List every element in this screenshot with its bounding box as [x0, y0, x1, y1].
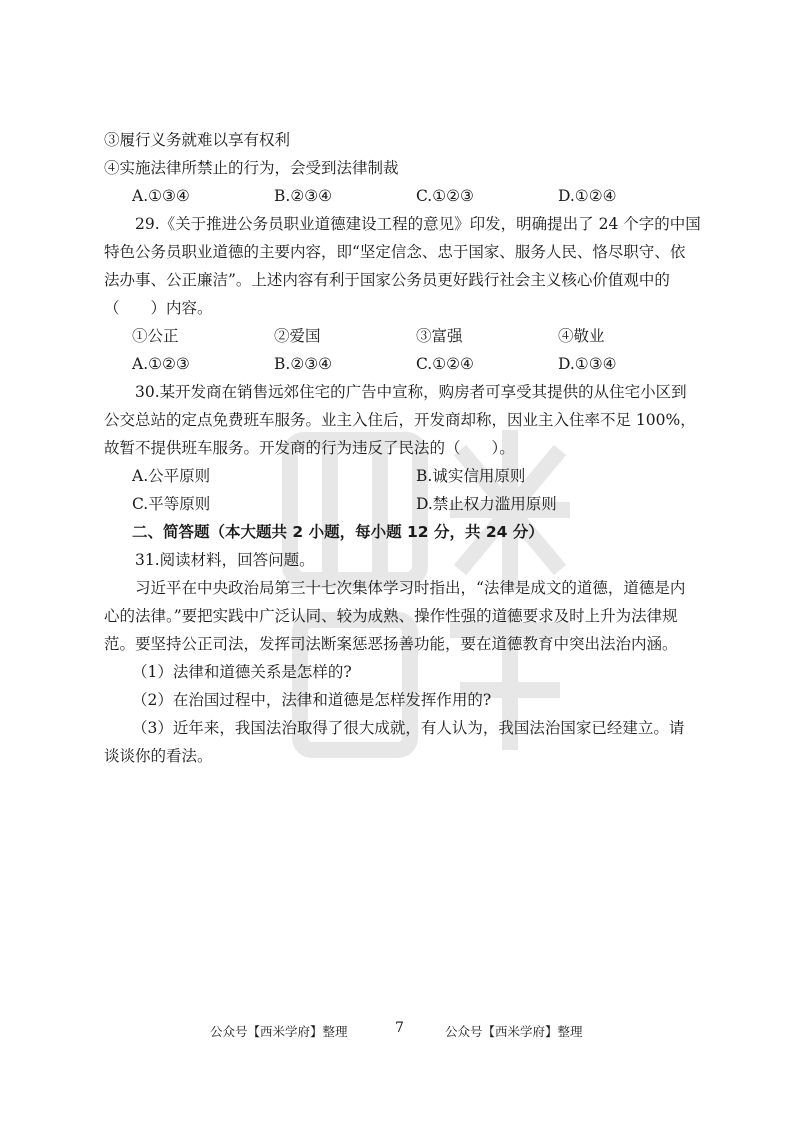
- page-footer: [0, 1022, 800, 1046]
- q29-item-2: ②爱国: [274, 327, 321, 345]
- page-number: 7: [395, 1020, 404, 1036]
- q29-stem-line-2: 特色公务员职业道德的主要内容，即“坚定信念、忠于国家、服务人民、恪尽职守、依: [104, 243, 686, 261]
- q28-option-b: B.②③④: [274, 187, 333, 205]
- q29-option-c: C.①②④: [416, 355, 474, 373]
- q29-option-d: D.①③④: [558, 355, 617, 373]
- q30-option-b: B.诚实信用原则: [416, 467, 526, 485]
- q28-statement-3: ③履行义务就难以享有权利: [104, 131, 291, 149]
- q28-option-a: A.①③④: [132, 187, 190, 205]
- q31-subquestion-1: （1）法律和道德关系是怎样的?: [132, 663, 352, 681]
- q30-options-row-1: [104, 462, 700, 490]
- q29-item-4: ④敬业: [558, 327, 605, 345]
- q30-option-d: D.禁止权力滥用原则: [416, 495, 557, 513]
- q30-stem-line-1: 30.某开发商在销售远郊住宅的广告中宣称，购房者可享受其提供的从住宅小区到: [135, 383, 687, 401]
- q31-subquestion-2: （2）在治国过程中，法律和道德是怎样发挥作用的?: [132, 691, 492, 709]
- q28-statement-4: ④实施法律所禁止的行为，会受到法律制裁: [104, 159, 399, 177]
- q29-items: [104, 322, 700, 350]
- q29-options: [104, 350, 700, 378]
- q30-stem-line-3: 故暂不提供班车服务。开发商的行为违反了民法的（ ）。: [104, 439, 515, 457]
- q28-option-c: C.①②③: [416, 187, 474, 205]
- footer-left-credit: 公众号【西米学府】整理: [210, 1024, 348, 1039]
- q30-option-a: A.公平原则: [132, 467, 211, 485]
- q29-item-1: ①公正: [132, 327, 179, 345]
- q31-material-line-2: 心的法律。”要把实践中广泛认同、较为成熟、操作性强的道德要求及时上升为法律规: [104, 607, 678, 625]
- q29-option-a: A.①②③: [132, 355, 190, 373]
- q29-stem-line-4: （ ）内容。: [104, 299, 213, 317]
- q31-subquestion-3-line-1: （3）近年来，我国法治取得了很大成就，有人认为，我国法治国家已经建立。请: [132, 719, 685, 737]
- q28-option-d: D.①②④: [558, 187, 617, 205]
- q29-stem-line-3: 法办事、公正廉洁”。上述内容有利于国家公务员更好践行社会主义核心价值观中的: [104, 271, 670, 289]
- q31-subquestion-3-line-2: 谈谈你的看法。: [104, 747, 213, 765]
- document-body: [104, 126, 700, 770]
- q29-stem-line-1: 29.《关于推进公务员职业道德建设工程的意见》印发，明确提出了 24 个字的中国: [135, 215, 701, 233]
- q30-option-c: C.平等原则: [132, 495, 211, 513]
- q31-title: 31.阅读材料，回答问题。: [135, 551, 315, 569]
- q29-option-b: B.②③④: [274, 355, 333, 373]
- q30-options-row-2: [104, 490, 700, 518]
- q29-item-3: ③富强: [416, 327, 463, 345]
- q28-options: [104, 182, 700, 210]
- section-2-heading: 二、简答题（本大题共 2 小题，每小题 12 分，共 24 分）: [132, 523, 544, 541]
- q31-material-line-3: 范。要坚持公正司法，发挥司法断案惩恶扬善功能，要在道德教育中突出法治内涵。: [104, 635, 678, 653]
- q30-stem-line-2: 公交总站的定点免费班车服务。业主入住后，开发商却称，因业主入住率不足 100%，: [104, 411, 696, 429]
- q31-material-line-1: 习近平在中央政治局第三十七次集体学习时指出，“法律是成文的道德，道德是内: [135, 579, 686, 597]
- footer-right-credit: 公众号【西米学府】整理: [445, 1024, 583, 1039]
